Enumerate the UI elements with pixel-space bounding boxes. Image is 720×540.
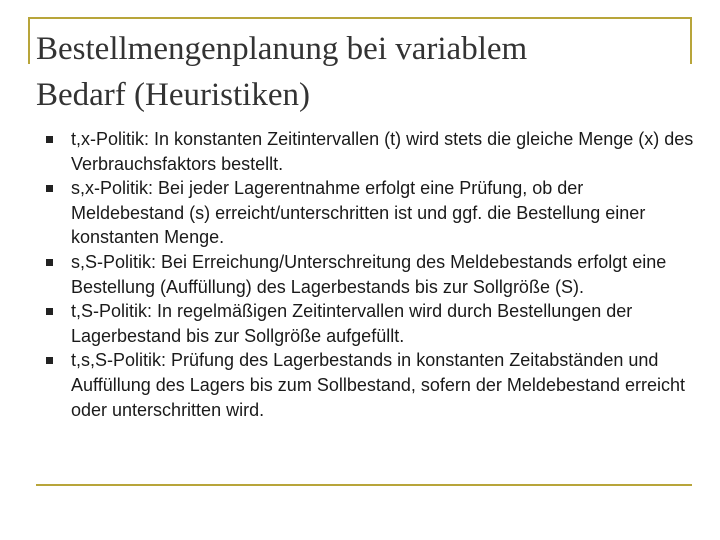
slide-title [36,26,676,118]
bullet-text: s,S-Politik: Bei Erreichung/Unterschreitung des Meldebestands erfolgt eine Bestellung (Auffüllung) des Lagerbestands bis zur Sollgröße (S). [71,251,667,297]
bullet-item [46,250,696,299]
bullet-item [46,348,696,422]
square-bullet-icon [46,136,53,143]
bullet-item [46,127,696,176]
bullet-text: t,S-Politik: In regelmäßigen Zeitintervallen wird durch Bestellungen der Lagerbestand bis zur Sollgröße aufgefüllt. [71,301,633,346]
square-bullet-icon [46,308,53,315]
square-bullet-icon [46,185,53,192]
slide-title-line-1: Bestellmengenplanung bei variablem [36,31,528,67]
footer-divider-line [36,484,692,486]
bullet-list [46,127,696,422]
bullet-text: s,x-Politik: Bei jeder Lagerentnahme erfolgt eine Prüfung, ob der Meldebestand (s) erreicht/unterschritten ist und ggf. die Bestellung einer konstanten Menge. [71,178,646,248]
title-frame-right-line [690,17,692,64]
square-bullet-icon [46,259,53,266]
square-bullet-icon [46,357,53,364]
bullet-item [46,299,696,348]
title-frame-left-line [28,17,30,64]
slide-title-line-2: Bedarf (Heuristiken) [36,77,310,113]
title-frame-top-line [28,17,692,19]
bullet-text: t,x-Politik: In konstanten Zeitintervallen (t) wird stets die gleiche Menge (x) des Verbrauchsfaktors bestellt. [71,129,694,174]
bullet-text: t,s,S-Politik: Prüfung des Lagerbestands in konstanten Zeitabständen und Auffüllung des Lagers bis zum Sollbestand, sofern der Meldebestand erreicht oder unterschritten wird. [71,350,686,420]
bullet-item [46,176,696,250]
